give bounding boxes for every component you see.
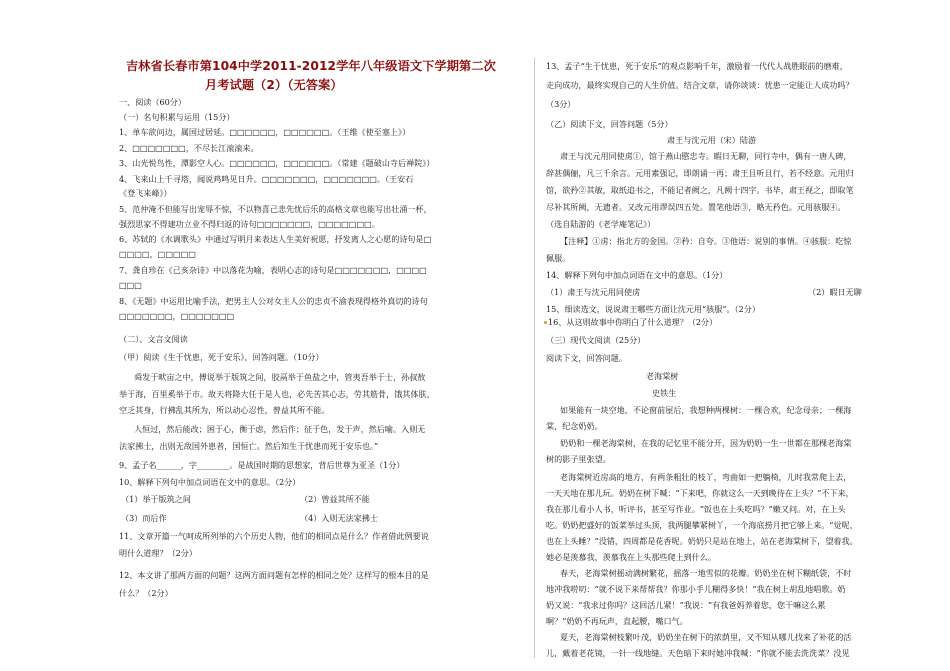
bullet-mark — [544, 321, 547, 324]
passage-source: （选自陆游的《老学庵笔记》） — [546, 219, 656, 229]
question-line: 13、孟子“生于忧患，死于安乐”的观点影响千年，激励着一代代人战胜眼前的磨难， — [546, 61, 848, 71]
question-line: 9、孟子名______，字________。是战国时期的思想家，背后世尊为亚圣（1分） — [119, 460, 405, 470]
passage-line: 舜发于畎亩之中，傅说举于版筑之间，胶鬲举于鱼盐之中，管夷吾举于士，孙叔敖 — [134, 372, 426, 382]
passage-line: 我在那儿看小人书，听评书，甚至写作业。“饭也在上头吃吗？”嫩又问。对，在上头 — [546, 504, 846, 514]
passage-title: 肃王与沈元用（宋）陆游 — [667, 135, 757, 145]
question-line: （3分） — [546, 99, 576, 109]
passage-line: 她必是羡慕我，羡慕我在上头那些爬上到什么。 — [546, 552, 716, 562]
question-line: 《登飞来峰》） — [119, 188, 172, 198]
subsection-heading: （乙）阅读下文，回答问题（5分） — [546, 119, 673, 129]
passage-line: 举于海，百里奚举于市。故天将降大任于是人也，必先苦其心志，劳其筋骨，饿其体肤， — [119, 389, 435, 399]
question-item: （3）而后作 — [121, 513, 167, 523]
passage-line: 尽补其所阙，无遗者。又改元用谬误四五处。置笔他语③，略无矜色。元用骇服④。 — [546, 202, 846, 212]
passage-line: 也在上头睡？”没错，四周都是花香呢。奶奶只是站在地上，站在老海棠树下，望着我。 — [546, 536, 858, 546]
question-line: □□□□，□□□□□ — [119, 249, 196, 259]
question-item: （1）肃王与沈元用同使虏 — [546, 287, 641, 297]
passage-line: 一天天地在那儿玩。奶奶在树下喊：“下来吧，你就这么一天到晚待在上头？”不下来， — [546, 488, 854, 498]
passage-line: 老海棠树近房高的地方，有两条粗壮的枝丫，弯曲如一把躺椅，儿时我常爬上去， — [560, 472, 852, 482]
passage-author: 史铁生 — [652, 388, 677, 398]
annotation-line: 【注释】①虏：指北方的金国。②矜：自夸。③他语：说别的事情。④骇服：吃惊 — [560, 236, 852, 246]
passage-line: 空乏其身，行拂乱其所为，所以动心忍性，曾益其所不能。 — [119, 405, 330, 415]
question-line: 15、细读选文，说说肃王哪些方面让沈元用“骇服”。（2分） — [546, 304, 760, 314]
passage-line: 肃王与沈元用同使虏①，馆于燕山愍忠寺。暇日无聊，同行寺中，偶有一唐人碑， — [560, 151, 852, 161]
passage-line: 春天，老海棠树摇动满树繁花，摇落一地雪似的花瓣。奶奶坐在树下糊纸袋，不时 — [560, 568, 852, 578]
question-line: □□□□□□□，□□□□□□□ — [119, 311, 235, 321]
question-line: 12、本文讲了那两方面的问题？这两方面问题有怎样的相同之处？这样写的根本目的是 — [119, 570, 429, 580]
question-line: 3、山光悦鸟性，潭影空人心。□□□□□□，□□□□□□。（常建《题破山寺后禅院》） — [119, 158, 435, 168]
question-item: （2）曾益其所不能 — [300, 494, 370, 504]
document-title-line-1: 吉林省长春市第104中学2011-2012学年八年级语文下学期第二次 — [126, 59, 496, 73]
passage-line: 奶又说：“我求过你吗？这回活儿紧！”我说：“有我爸妈养着您，您干嘛这么累 — [546, 600, 826, 610]
passage-line: 树的影子里张望。 — [546, 454, 611, 464]
question-line: 8、《无题》中运用比喻手法，把男主人公对女主人公的忠贞不渝表现得格外真切的诗句 — [119, 296, 428, 306]
subsection-heading: （一）名句积累与运用（15分） — [119, 112, 235, 122]
passage-line: 吃。奶奶把盛好的饭菜举过头顶，我两腿攀紧树丫，一个海底捞月把它够上来。“觉呢， — [546, 520, 858, 530]
passage-line: 夏天，老海棠树枝繁叶茂，奶奶坐在树下的浓荫里，又不知从哪儿找来了补花的活 — [560, 632, 852, 642]
question-line: 走向成功，最终实现自己的人生价值。结合文章，请你谈谈：忧患一定能让人成功吗？ — [546, 80, 854, 90]
question-line: 5、范仲淹不但能写出宠辱不惊，不以物喜己悲先忧后乐的高格文章也能写出壮涌一杯， — [119, 204, 432, 214]
passage-line: 棠，纪念奶奶。 — [546, 421, 603, 431]
subsection-heading: （二）、文言文阅读 — [119, 334, 188, 344]
document-title-line-2: 月考试题（2）（无答案） — [205, 78, 343, 92]
question-line: 什么？（2分） — [119, 588, 173, 598]
question-item: （1）举于版筑之间 — [121, 494, 191, 504]
passage-line: 啊？”奶奶不再玩声，直起腰，嘴口气。 — [546, 616, 688, 626]
reading-instruction: （甲）阅读《生于忧患，死于安乐》，回答问题。（10分） — [119, 352, 324, 362]
question-line: 6、苏轼的《水调歌头》中通过写明月来表达人生美好祝愿，抒发离人之心愿的诗句是□ — [119, 234, 432, 244]
passage-line: 法家拂士，出则无敌国外患者，国恒亡。然后知生于忧患而死于安乐也。” — [119, 441, 379, 451]
section-heading: 一、阅读（60分） — [119, 97, 186, 107]
question-line: 2、□□□□□□□，不尽长江滚滚来。 — [119, 143, 259, 153]
question-item: （2）暇日无聊 — [808, 287, 862, 297]
passage-line: 馆，欲矜②其敏，取纸追书之，不能记者阙之，凡阙十四字。书毕，肃王视之，即取笔 — [546, 185, 854, 195]
question-line: 10、解释下列句中加点词语在文中的意思。（2分） — [119, 477, 301, 487]
question-line: 4、飞来山上千寻塔，闻说鸡鸣见日升。□□□□□□□，□□□□□□□。（王安石 — [119, 174, 414, 184]
question-line: 16、从这则故事中你明白了什么道理？（2分） — [548, 317, 718, 327]
reading-instruction: 阅读下文，回答问题。 — [546, 353, 627, 363]
question-line: 1、单车欲问边，属国过居延。□□□□□□，□□□□□□。（王维《使至塞上》） — [119, 127, 411, 137]
passage-line: 地冲我唠叨：“就不说下来帮帮我？你那小手儿糊得多快！”我在树上胡乱地唱歌。奶 — [546, 584, 846, 594]
question-line: 11、文章开篇一气呵成所列举的六个历史人物，他们的相同点是什么？作者借此例要说 — [119, 531, 429, 541]
question-item: （4）入则无法家拂士 — [300, 513, 378, 523]
passage-line: 如果能有一块空地，不论窗前屋后，我想种两棵树：一棵合欢，纪念母亲；一棵海 — [560, 405, 852, 415]
question-line: □□□ — [119, 280, 142, 290]
question-line: 7、龚自珍在《己亥杂诗》中以落花为喻，表明心志的诗句是□□□□□□□，□□□□ — [119, 265, 427, 275]
question-line: 14、解释下列句中加点词语在文中的意思。（1分） — [546, 270, 728, 280]
passage-line: 奶奶和一棵老海棠树，在我的记忆里不能分开，因为奶奶一生一世都在那棵老海棠 — [560, 438, 852, 448]
annotation-line: 佩服。 — [546, 253, 571, 263]
passage-line: 人恒过，然后能改；困于心，衡于虑，然后作；征于色，发于声，然后喻。入则无 — [134, 424, 426, 434]
question-line: 明什么道理？（2分） — [119, 548, 197, 558]
subsection-heading: （三）现代文阅读（25分） — [546, 335, 646, 345]
question-line: 强烈思家不得建功立业不得归返的诗句□□□□□□□，□□□□□□□。 — [119, 219, 380, 229]
right-column — [540, 0, 950, 671]
passage-title: 老海棠树 — [646, 371, 679, 381]
passage-line: 儿，戴着老花镜，一针一线地缝。天色暗下来时她冲我喊：“你就不能去洗洗菜？没见 — [546, 648, 850, 658]
passage-line: 辞甚偶俪，凡三千余言。元用素强记，即朗诵一再；肃王且听且行，若不经意。元用归 — [546, 168, 854, 178]
